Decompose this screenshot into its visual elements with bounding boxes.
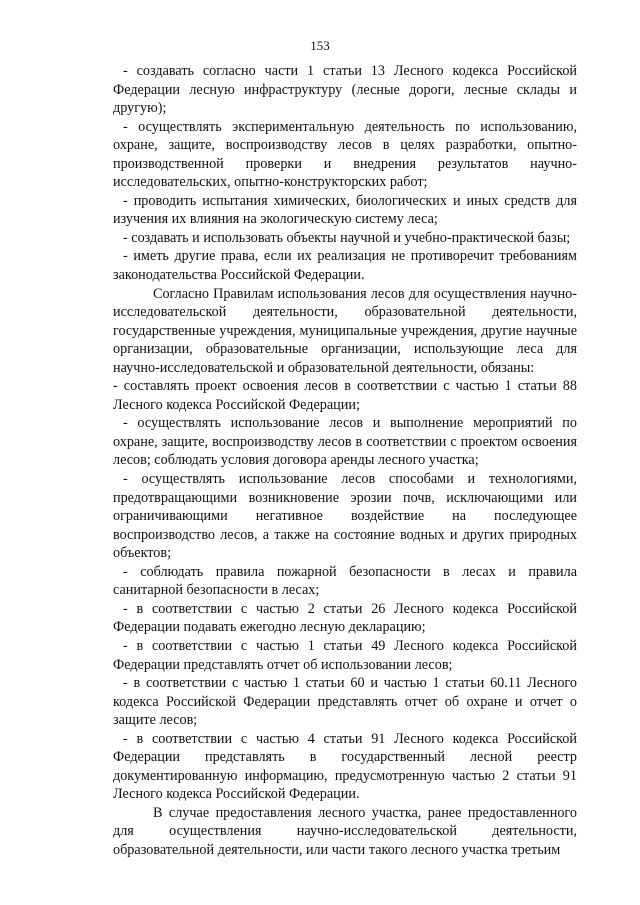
bullet-item: - в соответствии с частью 4 статьи 91 Лесного кодекса Российской Федерации представлять в государственный лесной реестр документированную информацию, предусмотренную частью 2 статьи 91 Лесного кодекса Российской Федерации.	[113, 730, 577, 803]
bullet-item: - иметь другие права, если их реализация не противоречит требованиям законодательства Российской Федерации.	[113, 248, 577, 284]
bullet-item: - проводить испытания химических, биологических и иных средств для изучения их влияния на экологическую систему леса;	[113, 192, 577, 228]
bullet-item: - в соответствии с частью 1 статьи 60 и частью 1 статьи 60.11 Лесного кодекса Российской Федерации представлять отчет об охране и отчет о защите лесов;	[113, 675, 577, 729]
page-number: 153	[310, 38, 330, 53]
bullet-item: - создавать и использовать объекты научной и учебно-практической базы;	[123, 229, 571, 246]
body-paragraph: В случае предоставления лесного участка, ранее предоставленного для осуществления научно-исследовательской деятельности, образовательной деятельности, или части такого лесного участка третьим	[113, 804, 577, 858]
bullet-item: - составлять проект освоения лесов в соответствии с частью 1 статьи 88 Лесного кодекса Российской Федерации;	[113, 378, 577, 413]
body-paragraph: Согласно Правилам использования лесов для осуществления научно-исследовательской деятельности, образовательной деятельности, государственные учреждения, муниципальные учреждения, другие научные организации, образовательные организации, использующие леса для научно-исследовательской и образовательной деятельности, обязаны:	[113, 285, 577, 376]
bullet-item: - в соответствии с частью 1 статьи 49 Лесного кодекса Российской Федерации представлять отчет об использовании лесов;	[113, 637, 577, 673]
bullet-item: - создавать согласно части 1 статьи 13 Лесного кодекса Российской Федерации лесную инфраструктуру (лесные дороги, лесные склады и другую);	[113, 63, 577, 117]
document-body	[113, 62, 577, 860]
bullet-item: - в соответствии с частью 2 статьи 26 Лесного кодекса Российской Федерации подавать ежегодно лесную декларацию;	[113, 600, 577, 636]
bullet-item: - осуществлять использование лесов и выполнение мероприятий по охране, защите, воспроизводству лесов в соответствии с проектом освоения лесов; соблюдать условия договора аренды лесного участка;	[113, 415, 577, 469]
bullet-item: - осуществлять использование лесов способами и технологиями, предотвращающими возникновение эрозии почв, исключающими или ограничивающими негативное воздействие на последующее воспроизводство лесов, а также на состояние водных и других природных объектов;	[113, 471, 577, 562]
bullet-item: - осуществлять экспериментальную деятельность по использованию, охране, защите, воспроизводству лесов в целях разработки, опытно-производственной проверки и внедрения результатов научно-исследовательских, опытно-конструкторских работ;	[113, 118, 577, 191]
bullet-item: - соблюдать правила пожарной безопасности в лесах и правила санитарной безопасности в лесах;	[113, 563, 577, 599]
